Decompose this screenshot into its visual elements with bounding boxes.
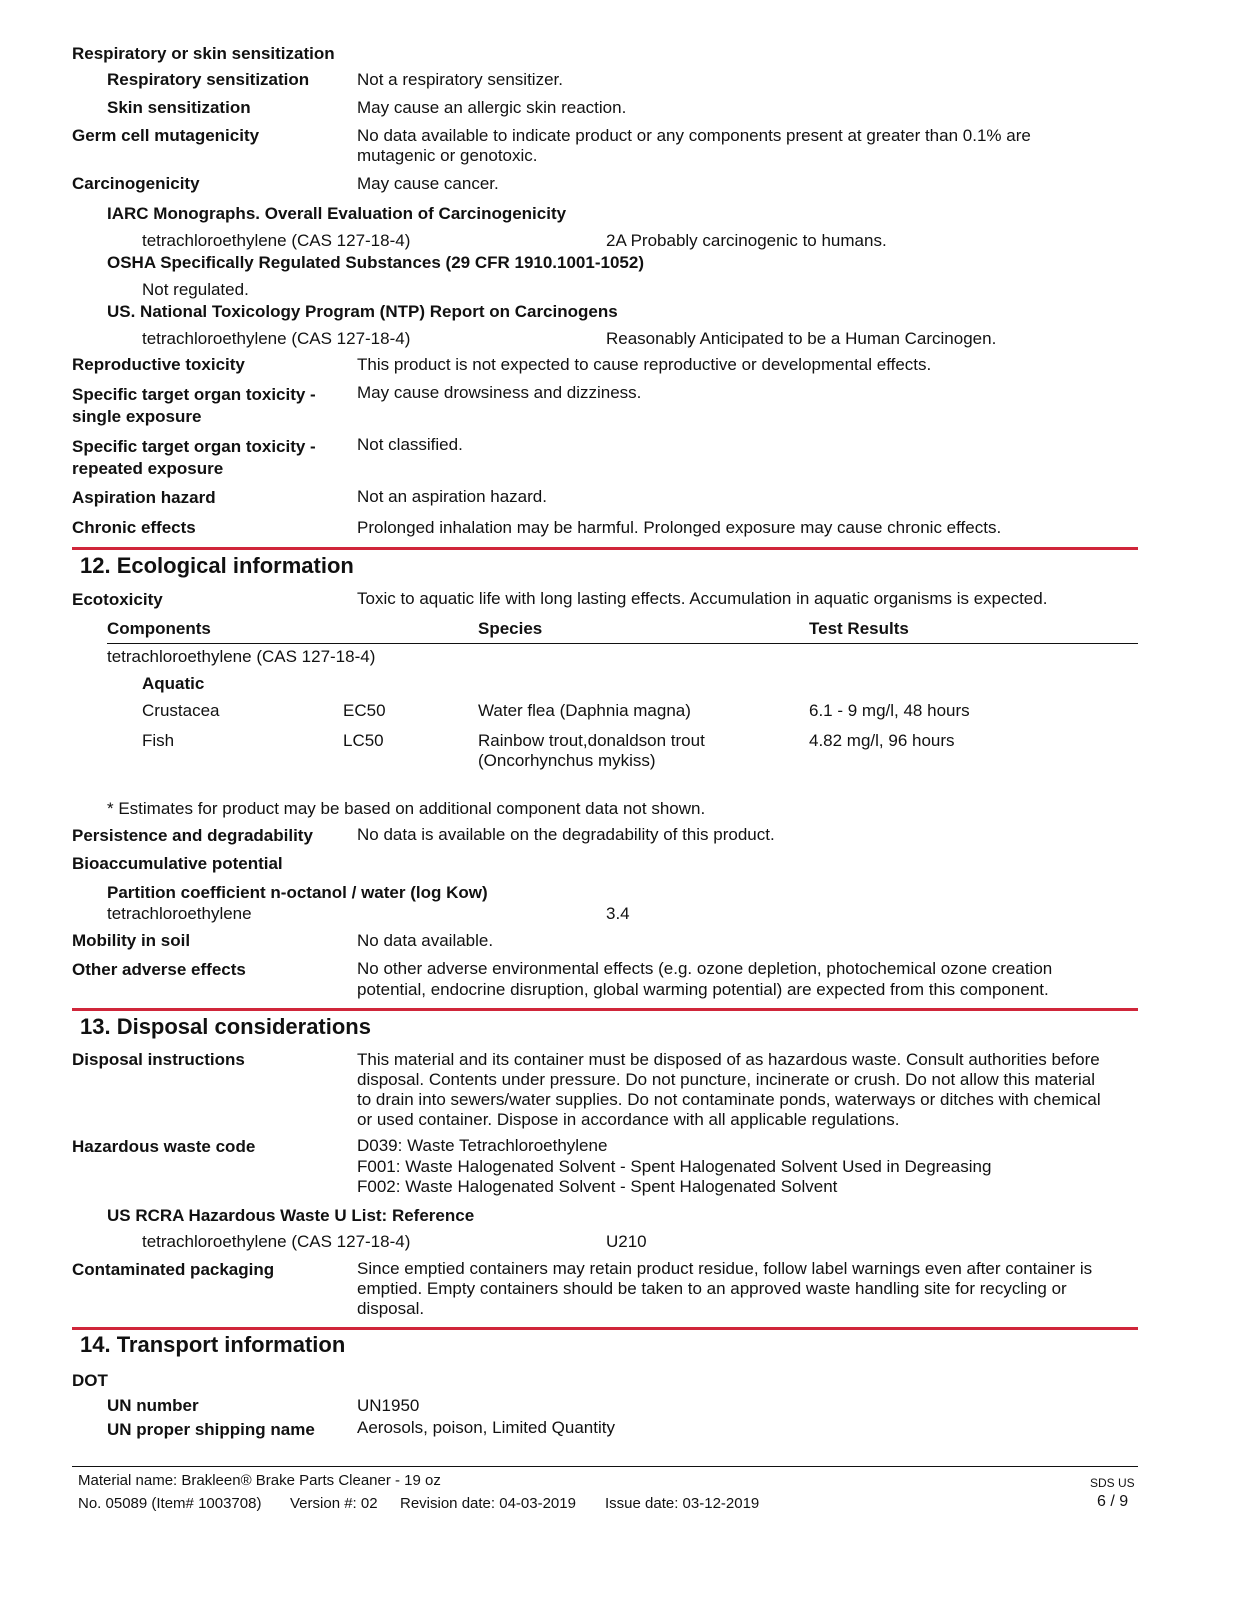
footer-revision-date: Revision date: 04-03-2019: [400, 1495, 576, 1512]
repro-label: Reproductive toxicity: [72, 355, 245, 374]
hazardous-waste-label: Hazardous waste code: [72, 1137, 256, 1156]
footer-number: No. 05089 (Item# 1003708): [78, 1495, 262, 1512]
germ-label: Germ cell mutagenicity: [72, 126, 260, 145]
footer-issue-date: Issue date: 03-12-2019: [605, 1495, 760, 1512]
resp-skin-sens-heading: Respiratory or skin sensitization: [72, 44, 335, 63]
other-effects-label: Other adverse effects: [72, 960, 246, 979]
partition-substance: tetrachloroethylene: [107, 904, 252, 923]
aquatic-label: Aquatic: [142, 674, 205, 693]
ntp-result: Reasonably Anticipated to be a Human Carcinogen.: [606, 329, 997, 348]
row-endpoint: EC50: [343, 701, 386, 720]
iarc-result: 2A Probably carcinogenic to humans.: [606, 231, 887, 250]
table-header-rule: [107, 643, 1138, 644]
section-13-rule: [72, 1008, 1138, 1011]
aspiration-value: Not an aspiration hazard.: [357, 487, 547, 506]
germ-value-line2: mutagenic or genotoxic.: [357, 146, 538, 165]
bioaccumulative-label: Bioaccumulative potential: [72, 854, 283, 873]
resp-sens-label: Respiratory sensitization: [107, 70, 310, 89]
stot-repeated-label-line2: repeated exposure: [72, 459, 224, 478]
shipping-name-label: UN proper shipping name: [107, 1420, 315, 1439]
partition-value: 3.4: [606, 904, 630, 923]
col-results-header: Test Results: [809, 619, 909, 638]
partition-heading: Partition coefficient n-octanol / water (log Kow): [107, 883, 488, 902]
section-14-title: 14. Transport information: [80, 1332, 346, 1357]
estimates-note: * Estimates for product may be based on additional component data not shown.: [107, 799, 706, 818]
row-species: Water flea (Daphnia magna): [478, 701, 691, 720]
dot-heading: DOT: [72, 1371, 108, 1390]
disposal-line3: to drain into sewers/water supplies. Do not contaminate ponds, waterways or ditches with chemical: [357, 1090, 1101, 1109]
section-13-title: 13. Disposal considerations: [80, 1014, 371, 1039]
footer-version: Version #: 02: [290, 1495, 378, 1512]
skin-sens-label: Skin sensitization: [107, 98, 251, 117]
skin-sens-value: May cause an allergic skin reaction.: [357, 98, 627, 117]
persistence-label: Persistence and degradability: [72, 826, 313, 845]
germ-value-line1: No data available to indicate product or any components present at greater than 0.1% are: [357, 126, 1031, 145]
row-endpoint: LC50: [343, 731, 384, 750]
chronic-value: Prolonged inhalation may be harmful. Prolonged exposure may cause chronic effects.: [357, 518, 1002, 537]
section-12-title: 12. Ecological information: [80, 553, 354, 578]
row-result: 6.1 - 9 mg/l, 48 hours: [809, 701, 970, 720]
row-species: Rainbow trout,donaldson trout: [478, 731, 705, 750]
osha-value: Not regulated.: [142, 280, 249, 299]
rcra-heading: US RCRA Hazardous Waste U List: Reference: [107, 1206, 475, 1225]
packaging-line3: disposal.: [357, 1299, 425, 1318]
stot-repeated-value: Not classified.: [357, 435, 463, 454]
col-species-header: Species: [478, 619, 543, 638]
carc-label: Carcinogenicity: [72, 174, 200, 193]
persistence-value: No data is available on the degradability of this product.: [357, 825, 775, 844]
mobility-label: Mobility in soil: [72, 931, 191, 950]
row-group: Fish: [142, 731, 175, 750]
stot-repeated-label-line1: Specific target organ toxicity -: [72, 437, 316, 456]
packaging-line1: Since emptied containers may retain product residue, follow label warnings even after container is: [357, 1259, 1093, 1278]
aspiration-label: Aspiration hazard: [72, 488, 216, 507]
stot-single-label-line2: single exposure: [72, 407, 202, 426]
other-effects-line2: potential, endocrine disruption, global warming potential) are expected from this component.: [357, 980, 1049, 999]
chronic-label: Chronic effects: [72, 518, 196, 537]
mobility-value: No data available.: [357, 931, 494, 950]
carc-value: May cause cancer.: [357, 174, 499, 193]
disposal-line1: This material and its container must be disposed of as hazardous waste. Consult authorities before: [357, 1050, 1100, 1069]
ecotox-label: Ecotoxicity: [72, 590, 163, 609]
iarc-substance: tetrachloroethylene (CAS 127-18-4): [142, 231, 411, 250]
ecotox-value: Toxic to aquatic life with long lasting effects. Accumulation in aquatic organisms is expected.: [357, 589, 1048, 608]
footer-page-number: 6 / 9: [1097, 1493, 1129, 1510]
footer-sds-label: SDS US: [1090, 1476, 1135, 1490]
stot-single-label-line1: Specific target organ toxicity -: [72, 385, 316, 404]
row-group: Crustacea: [142, 701, 220, 720]
ntp-substance: tetrachloroethylene (CAS 127-18-4): [142, 329, 411, 348]
section-12-rule: [72, 547, 1138, 550]
iarc-heading: IARC Monographs. Overall Evaluation of Carcinogenicity: [107, 204, 567, 223]
un-number-value: UN1950: [357, 1396, 420, 1415]
un-number-label: UN number: [107, 1396, 199, 1415]
row-species-line2: (Oncorhynchus mykiss): [478, 751, 656, 770]
packaging-line2: emptied. Empty containers should be taken to an approved waste handling site for recycling or: [357, 1279, 1067, 1298]
repro-value: This product is not expected to cause reproductive or developmental effects.: [357, 355, 932, 374]
rcra-value: U210: [606, 1232, 647, 1251]
disposal-line4: or used container. Dispose in accordance with all applicable regulations.: [357, 1110, 900, 1129]
resp-sens-value: Not a respiratory sensitizer.: [357, 70, 563, 89]
stot-single-value: May cause drowsiness and dizziness.: [357, 383, 642, 402]
packaging-label: Contaminated packaging: [72, 1260, 275, 1279]
row-result: 4.82 mg/l, 96 hours: [809, 731, 955, 750]
other-effects-line1: No other adverse environmental effects (e.g. ozone depletion, photochemical ozone creation: [357, 959, 1053, 978]
hazardous-waste-line2: F001: Waste Halogenated Solvent - Spent Halogenated Solvent Used in Degreasing: [357, 1157, 992, 1176]
disposal-line2: disposal. Contents under pressure. Do not puncture, incinerate or crush. Do not allow this material: [357, 1070, 1095, 1089]
rcra-substance: tetrachloroethylene (CAS 127-18-4): [142, 1232, 411, 1251]
section-14-rule: [72, 1327, 1138, 1330]
component-name: tetrachloroethylene (CAS 127-18-4): [107, 647, 376, 666]
footer-rule: [72, 1466, 1138, 1467]
footer-material-name: Material name: Brakleen® Brake Parts Cleaner - 19 oz: [78, 1472, 441, 1489]
disposal-label: Disposal instructions: [72, 1050, 245, 1069]
col-components-header: Components: [107, 619, 211, 638]
hazardous-waste-line3: F002: Waste Halogenated Solvent - Spent Halogenated Solvent: [357, 1177, 838, 1196]
hazardous-waste-line1: D039: Waste Tetrachloroethylene: [357, 1136, 608, 1155]
osha-heading: OSHA Specifically Regulated Substances (29 CFR 1910.1001-1052): [107, 253, 644, 272]
shipping-name-value: Aerosols, poison, Limited Quantity: [357, 1418, 615, 1437]
ntp-heading: US. National Toxicology Program (NTP) Report on Carcinogens: [107, 302, 618, 321]
